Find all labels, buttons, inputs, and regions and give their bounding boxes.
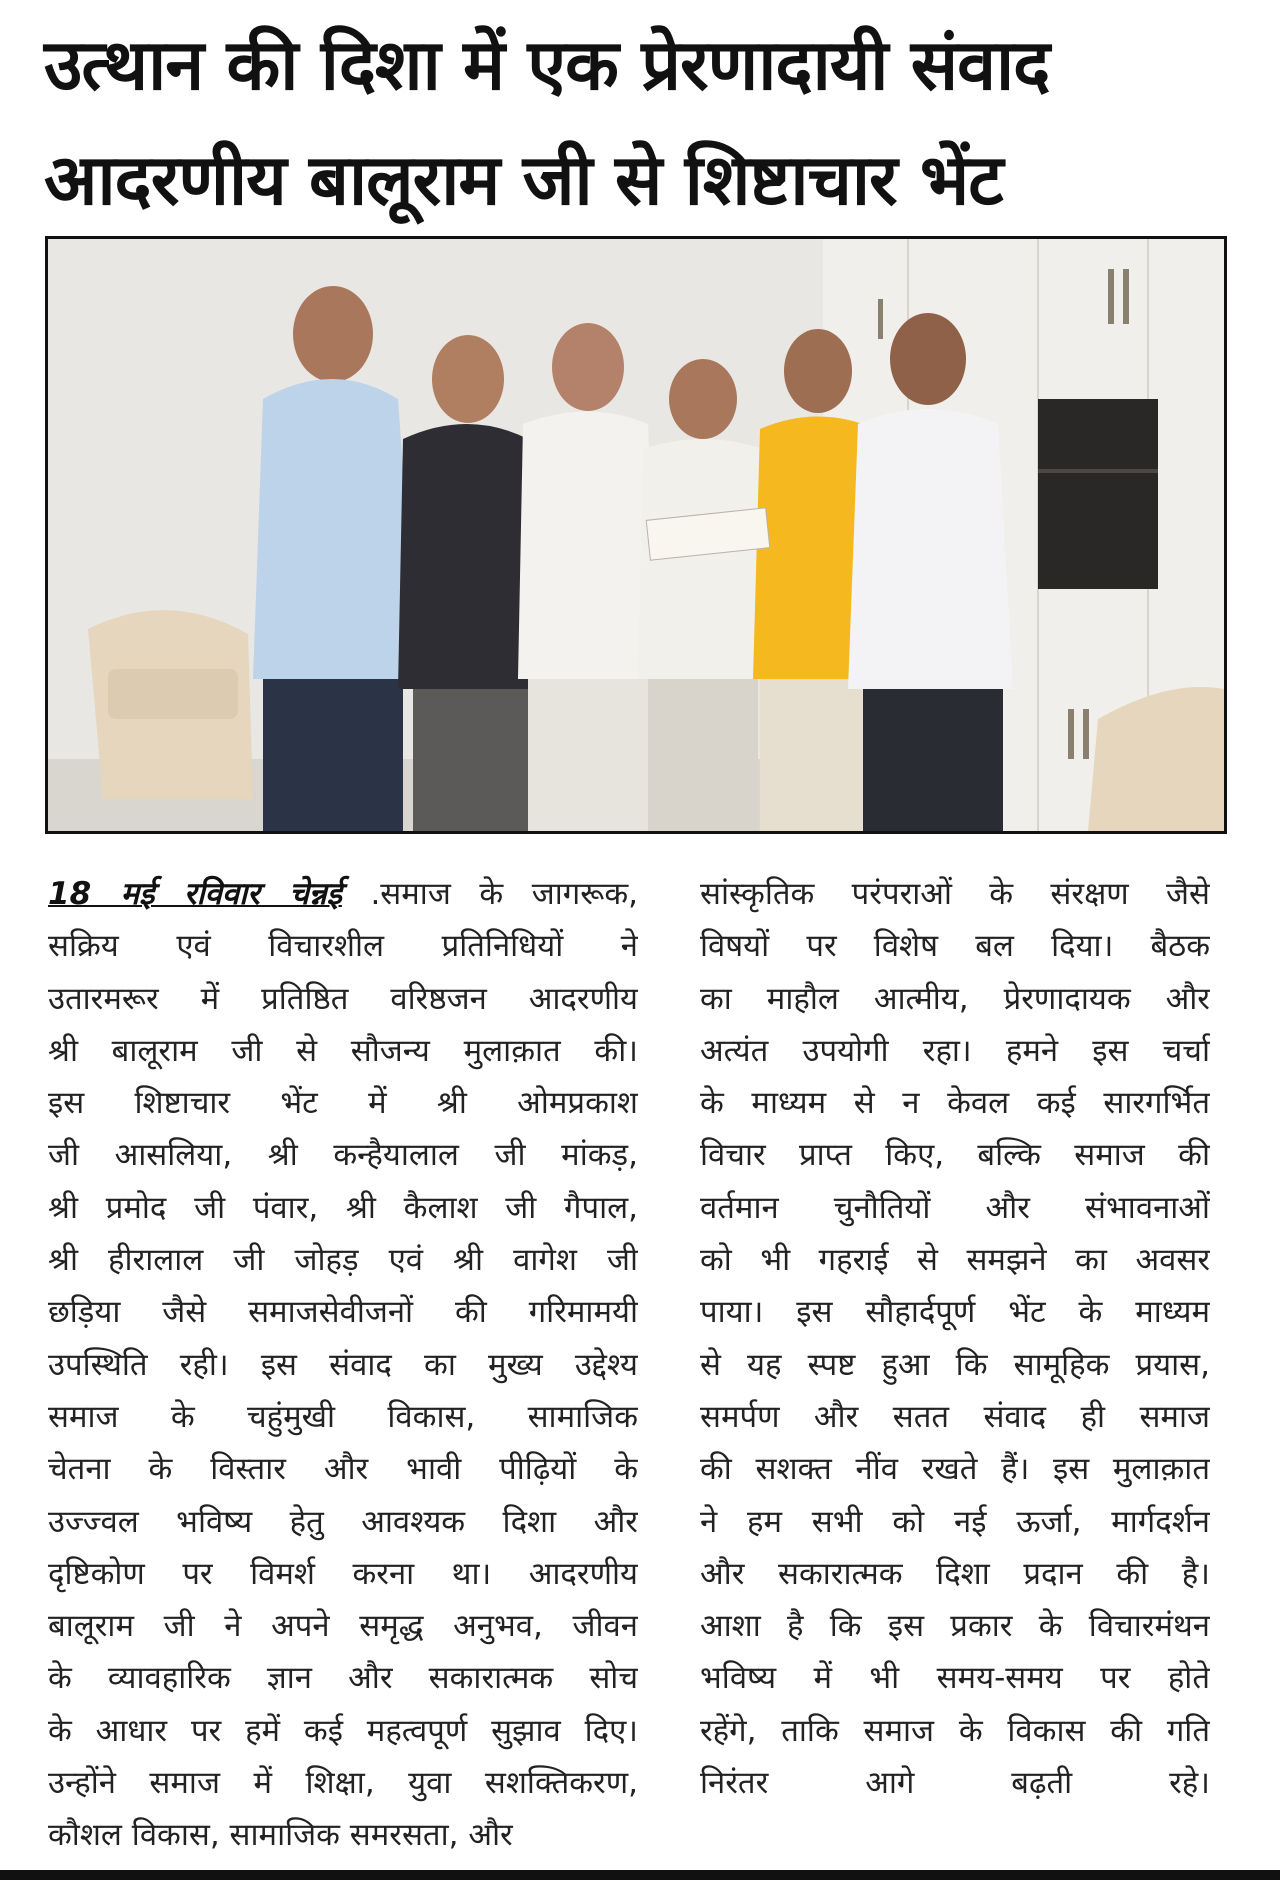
article-line: समर्पण और सतत संवाद ही समाज: [700, 1398, 1210, 1435]
bottom-rule: [0, 1870, 1280, 1880]
plastic-chair-left: [88, 610, 253, 799]
article-line: 18 मई रविवार चेन्नई .समाज के जागरूक,: [48, 876, 638, 912]
article-line: अत्यंत उपयोगी रहा। हमने इस चर्चा: [700, 1032, 1210, 1069]
group-photo: [45, 236, 1227, 834]
article-line: सक्रिय एवं विचारशील प्रतिनिधियों ने: [48, 928, 638, 965]
article-line: दृष्टिकोण पर विमर्श करना था। आदरणीय: [48, 1555, 638, 1592]
article-line: विचार प्राप्त किए, बल्कि समाज की: [700, 1137, 1210, 1174]
article-line: रहेंगे, ताकि समाज के विकास की गति: [700, 1712, 1210, 1749]
article-line: श्री बालूराम जी से सौजन्य मुलाक़ात की।: [48, 1032, 638, 1069]
article-line: भविष्य में भी समय-समय पर होते: [700, 1660, 1210, 1697]
article-line: छड़िया जैसे समाजसेवीजनों की गरिमामयी: [48, 1294, 638, 1331]
article-line: और सकारात्मक दिशा प्रदान की है।: [700, 1555, 1210, 1592]
article-line: सांस्कृतिक परंपराओं के संरक्षण जैसे: [700, 876, 1210, 912]
article-line: विषयों पर विशेष बल दिया। बैठक: [700, 928, 1210, 965]
article-line: चेतना के विस्तार और भावी पीढ़ियों के: [48, 1451, 638, 1488]
article-line: निरंतर आगे बढ़ती रहे।: [700, 1765, 1210, 1802]
article-line: के आधार पर हमें कई महत्वपूर्ण सुझाव दिए।: [48, 1712, 638, 1749]
headline-line-2: आदरणीय बालूराम जी से शिष्टाचार भेंट: [44, 139, 1003, 221]
article-line: के व्यावहारिक ज्ञान और सकारात्मक सोच: [48, 1660, 638, 1697]
article-line: पाया। इस सौहार्दपूर्ण भेंट के माध्यम: [700, 1294, 1210, 1331]
article-line: वर्तमान चुनौतियों और संभावनाओं: [700, 1189, 1210, 1226]
article-line: ने हम सभी को नई ऊर्जा, मार्गदर्शन: [700, 1503, 1210, 1540]
article-line: उपस्थिति रही। इस संवाद का मुख्य उद्देश्य: [48, 1346, 638, 1383]
dateline: 18 मई रविवार चेन्नई: [48, 876, 342, 912]
article-line: उज्ज्वल भविष्य हेतु आवश्यक दिशा और: [48, 1503, 638, 1540]
article-column-left: [48, 868, 638, 1862]
article-line: उन्होंने समाज में शिक्षा, युवा सशक्तिकरण,: [48, 1765, 638, 1802]
article-line: के माध्यम से न केवल कई सारगर्भित: [700, 1085, 1210, 1122]
article-line: को भी गहराई से समझने का अवसर: [700, 1242, 1210, 1279]
article-line: समाज के चहुंमुखी विकास, सामाजिक: [48, 1398, 638, 1435]
article-line: जी आसलिया, श्री कन्हैयालाल जी मांकड़,: [48, 1137, 638, 1174]
article-line: इस शिष्टाचार भेंट में श्री ओमप्रकाश: [48, 1085, 638, 1122]
article-line: का माहौल आत्मीय, प्रेरणादायक और: [700, 980, 1210, 1017]
article-column-right: [700, 868, 1210, 1809]
article-line: आशा है कि इस प्रकार के विचारमंथन: [700, 1608, 1210, 1645]
article-line: की सशक्त नींव रखते हैं। इस मुलाक़ात: [700, 1451, 1210, 1488]
article-line: श्री हीरालाल जी जोहड़ एवं श्री वागेश जी: [48, 1242, 638, 1279]
article-line: से यह स्पष्ट हुआ कि सामूहिक प्रयास,: [700, 1346, 1210, 1383]
headline-line-1: उत्थान की दिशा में एक प्रेरणादायी संवाद: [44, 24, 1050, 106]
article-line: श्री प्रमोद जी पंवार, श्री कैलाश जी गैपाल,: [48, 1189, 638, 1226]
article-line: बालूराम जी ने अपने समृद्ध अनुभव, जीवन: [48, 1608, 638, 1645]
article-line: कौशल विकास, सामाजिक समरसता, और: [48, 1817, 513, 1854]
article-line: उतारमरूर में प्रतिष्ठित वरिष्ठजन आदरणीय: [48, 980, 638, 1017]
